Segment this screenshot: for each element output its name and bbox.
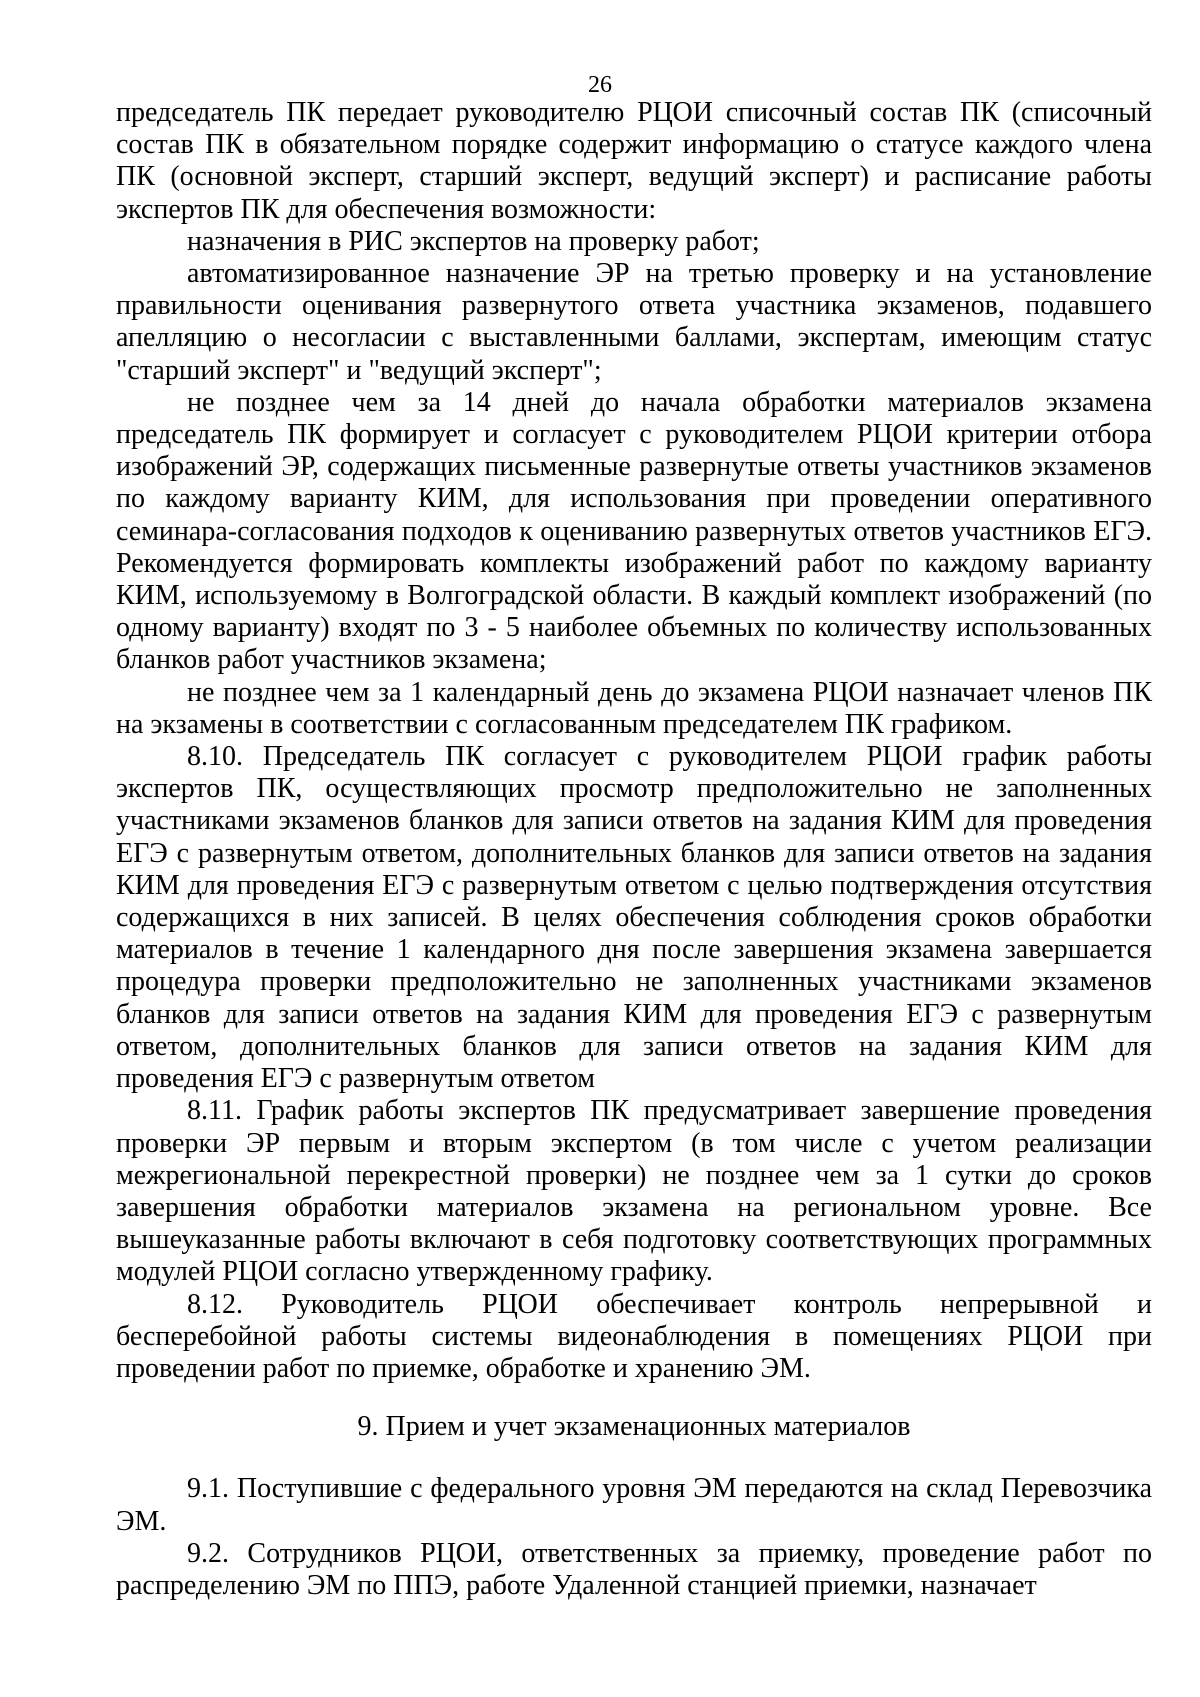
paragraph-automated-assignment: автоматизированное назначение ЭР на третью проверку и на установление правильности оценивания развернутого ответа участника экзаменов, подавшего апелляцию о несогласии с выставленными баллами, экспертам, имеющим статус "старший эксперт" и "ведущий эксперт"; xyxy=(116,258,1152,386)
paragraph-assignment: назначения в РИС экспертов на проверку работ; xyxy=(187,225,760,257)
paragraph-selection-criteria: не позднее чем за 14 дней до начала обработки материалов экзамена председатель ПК формирует и согласует с руководителем РЦОИ критерии отбора изображений ЭР, содержащих письменные развернутые ответы участников экзаменов по каждому варианту КИМ, для использования при проведении оперативного семинара-согласования подходов к оцениванию развернутых ответов участников ЕГЭ. Рекомендуется формировать комплекты изображений работ по каждому варианту КИМ, используемому в Волгоградской области. В каждый комплект изображений (по одному варианту) входят по 3 - 5 наиболее объемных по количеству использованных бланков работ участников экзамена; xyxy=(116,386,1152,676)
paragraph-continuation: председатель ПК передает руководителю РЦОИ списочный состав ПК (списочный состав ПК в обязательном порядке содержит информацию о статусе каждого члена ПК (основной эксперт, старший эксперт, ведущий эксперт) и расписание работы экспертов ПК для обеспечения возможности: xyxy=(116,97,1152,225)
section-heading: 9. Прием и учет экзаменационных материалов xyxy=(357,1411,911,1443)
document-body xyxy=(116,97,1152,1602)
paragraph-8-10: 8.10. Председатель ПК согласует с руководителем РЦОИ график работы экспертов ПК, осуществляющих просмотр предположительно не заполненных участниками экзаменов бланков для записи ответов на задания КИМ для проведения ЕГЭ с развернутым ответом, дополнительных бланков для записи ответов на задания КИМ для проведения ЕГЭ с развернутым ответом с целью подтверждения отсутствия содержащихся в них записей. В целях обеспечения соблюдения сроков обработки материалов в течение 1 календарного дня после завершения экзамена завершается процедура проверки предположительно не заполненных участниками экзаменов бланков для записи ответов на задания КИМ для проведения ЕГЭ с развернутым ответом, дополнительных бланков для записи ответов на задания КИМ для проведения ЕГЭ с развернутым ответом xyxy=(116,741,1152,1095)
paragraph-8-11: 8.11. График работы экспертов ПК предусматривает завершение проведения проверки ЭР первым и вторым экспертом (в том числе с учетом реализации межрегиональной перекрестной проверки) не позднее чем за 1 сутки до сроков завершения обработки материалов экзамена на региональном уровне. Все вышеуказанные работы включают в себя подготовку соответствующих программных модулей РЦОИ согласно утвержденному графику. xyxy=(116,1095,1152,1288)
paragraph-8-12: 8.12. Руководитель РЦОИ обеспечивает контроль непрерывной и бесперебойной работы системы видеонаблюдения в помещениях РЦОИ при проведении работ по приемке, обработке и хранению ЭМ. xyxy=(116,1288,1152,1384)
paragraph-9-1: 9.1. Поступившие с федерального уровня ЭМ передаются на склад Перевозчика ЭМ. xyxy=(116,1473,1152,1537)
page-number: 26 xyxy=(588,72,612,98)
paragraph-appointment: не позднее чем за 1 календарный день до экзамена РЦОИ назначает членов ПК на экзамены в соответствии с согласованным председателем ПК графиком. xyxy=(116,676,1152,740)
paragraph-9-2: 9.2. Сотрудников РЦОИ, ответственных за приемку, проведение работ по распределению ЭМ по ППЭ, работе Удаленной станцией приемки, назначает xyxy=(116,1537,1152,1601)
